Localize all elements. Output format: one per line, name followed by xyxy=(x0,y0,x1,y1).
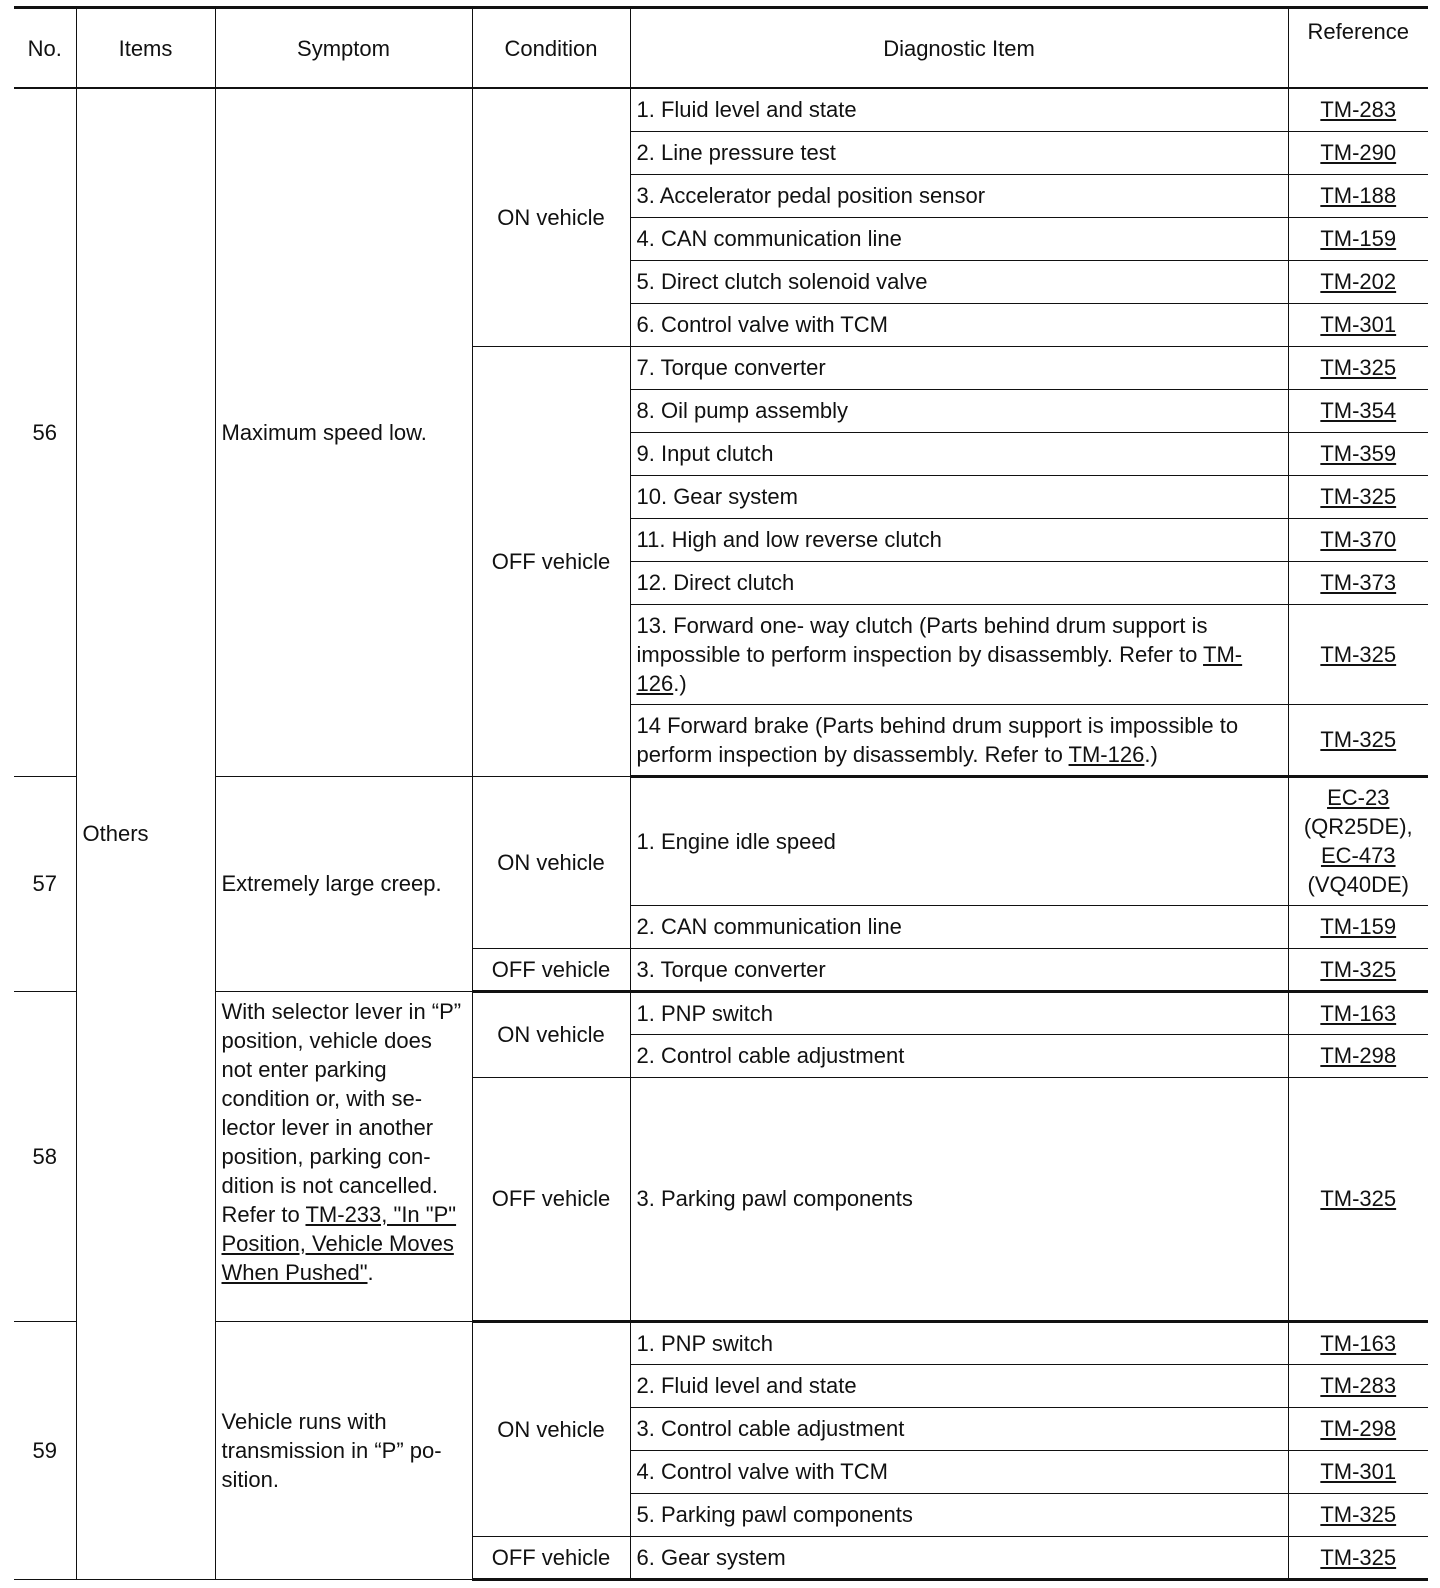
symptom-59: Vehicle runs with transmission in “P” po- sition. xyxy=(215,1321,472,1579)
header-symptom: Symptom xyxy=(215,8,472,89)
inline-reference-link[interactable]: TM-126 xyxy=(1068,741,1145,767)
diagnostic-item: 2. Line pressure test xyxy=(630,131,1288,174)
diagnostic-item-text: 13. Forward one- way clutch (Parts behind drum support is impossible to perform inspection by disassembly. Refer to xyxy=(636,612,1208,667)
reference-link[interactable]: TM-188 xyxy=(1320,183,1397,208)
symptom-reference-link[interactable]: TM-233, "In "P" Position, Vehicle Moves When Pushed" xyxy=(221,1201,457,1285)
reference-link[interactable]: TM-359 xyxy=(1320,441,1397,466)
reference-link[interactable]: TM-202 xyxy=(1320,269,1397,294)
diagnostic-item: 4. Control valve with TCM xyxy=(630,1450,1288,1493)
diagnostic-item xyxy=(630,604,1288,704)
header-no: No. xyxy=(14,8,76,89)
header-diagnostic-item: Diagnostic Item xyxy=(630,8,1288,89)
condition-on-vehicle: ON vehicle xyxy=(472,991,630,1077)
condition-on-vehicle: ON vehicle xyxy=(472,1321,630,1536)
diagnostic-item: 7. Torque converter xyxy=(630,346,1288,389)
table-row xyxy=(14,1321,1428,1364)
reference-link[interactable]: TM-325 xyxy=(1320,484,1397,509)
diagnostic-item: 1. Fluid level and state xyxy=(630,88,1288,131)
diagnostic-item: 9. Input clutch xyxy=(630,432,1288,475)
reference-link[interactable]: TM-325 xyxy=(1320,1186,1397,1211)
reference-link[interactable]: TM-325 xyxy=(1320,1544,1397,1570)
reference-link[interactable]: TM-325 xyxy=(1320,641,1397,667)
symptom-58 xyxy=(215,991,472,1321)
reference-link[interactable]: TM-325 xyxy=(1320,1502,1397,1527)
diagnostic-item: 4. CAN communication line xyxy=(630,217,1288,260)
row-number-59: 59 xyxy=(14,1321,76,1579)
header-items: Items xyxy=(76,8,215,89)
diagnostic-item: 3. Control cable adjustment xyxy=(630,1407,1288,1450)
symptom-56: Maximum speed low. xyxy=(215,88,472,776)
condition-off-vehicle: OFF vehicle xyxy=(472,948,630,991)
diagnostic-item: 1. Engine idle speed xyxy=(630,776,1288,905)
condition-off-vehicle: OFF vehicle xyxy=(472,1536,630,1579)
header-row xyxy=(14,8,1428,89)
diagnostic-item: 12. Direct clutch xyxy=(630,561,1288,604)
reference-link[interactable]: TM-159 xyxy=(1320,226,1397,251)
diagnostic-item-text: 14 Forward brake (Parts behind drum support is impossible to perform inspection by disassembly. Refer to xyxy=(636,712,1239,767)
diagnostic-item: 6. Control valve with TCM xyxy=(630,303,1288,346)
diagnostic-item: 2. CAN communication line xyxy=(630,905,1288,948)
reference-link[interactable]: TM-163 xyxy=(1320,1330,1397,1356)
reference-link[interactable]: TM-298 xyxy=(1320,1043,1397,1068)
reference-link[interactable]: TM-373 xyxy=(1320,570,1397,595)
row-number-57: 57 xyxy=(14,776,76,991)
diagnostic-item: 6. Gear system xyxy=(630,1536,1288,1579)
diagnostic-item: 11. High and low reverse clutch xyxy=(630,518,1288,561)
reference-link[interactable]: TM-159 xyxy=(1320,914,1397,939)
diagnostic-item: 2. Control cable adjustment xyxy=(630,1034,1288,1077)
reference-link[interactable]: TM-301 xyxy=(1320,312,1397,337)
diagnostic-item xyxy=(630,704,1288,776)
diagnostic-item-tail: .) xyxy=(673,670,687,696)
symptom-text: With selector lever in “P” position, vehicle does not enter parking condition or, with se- lector lever in another position, parking con- dition is not cancelled. Refer to xyxy=(221,998,462,1227)
reference-link[interactable]: TM-325 xyxy=(1320,355,1397,380)
reference-link[interactable]: TM-283 xyxy=(1320,1373,1397,1398)
reference-note: (VQ40DE) xyxy=(1307,872,1409,897)
reference-link[interactable]: TM-370 xyxy=(1320,527,1397,552)
reference-link[interactable]: TM-298 xyxy=(1320,1416,1397,1441)
table-row xyxy=(14,776,1428,905)
inline-reference-link[interactable]: TM-126 xyxy=(636,641,1243,696)
diagnostic-item: 1. PNP switch xyxy=(630,991,1288,1034)
diagnostic-item: 10. Gear system xyxy=(630,475,1288,518)
reference-link[interactable]: TM-283 xyxy=(1320,97,1397,123)
header-condition: Condition xyxy=(472,8,630,89)
row-number-58: 58 xyxy=(14,991,76,1321)
diagnostic-item: 8. Oil pump assembly xyxy=(630,389,1288,432)
condition-off-vehicle: OFF vehicle xyxy=(472,1077,630,1321)
reference-link[interactable]: TM-301 xyxy=(1320,1459,1397,1484)
condition-on-vehicle: ON vehicle xyxy=(472,776,630,948)
header-reference: Reference xyxy=(1288,8,1428,89)
reference-link[interactable]: EC-473 xyxy=(1320,843,1396,868)
condition-off-vehicle: OFF vehicle xyxy=(472,346,630,776)
diagnostic-item: 3. Accelerator pedal position sensor xyxy=(630,174,1288,217)
diagnostic-item: 2. Fluid level and state xyxy=(630,1364,1288,1407)
reference-link[interactable]: EC-23 xyxy=(1327,785,1390,810)
condition-on-vehicle: ON vehicle xyxy=(472,88,630,346)
reference-link[interactable]: TM-325 xyxy=(1320,956,1397,982)
diagnostic-item: 5. Parking pawl components xyxy=(630,1493,1288,1536)
reference-link[interactable]: TM-163 xyxy=(1320,1000,1397,1026)
reference-note: (QR25DE), xyxy=(1303,814,1413,839)
diagnostic-item: 3. Parking pawl components xyxy=(630,1077,1288,1321)
reference-link[interactable]: TM-354 xyxy=(1320,398,1397,423)
reference-link[interactable]: TM-325 xyxy=(1320,727,1397,752)
symptom-tail: . xyxy=(367,1259,374,1285)
table-row xyxy=(14,991,1428,1034)
symptom-57: Extremely large creep. xyxy=(215,776,472,991)
diagnostic-table xyxy=(14,6,1428,1581)
diagnostic-item-tail: .) xyxy=(1144,741,1158,767)
diagnostic-item: 3. Torque converter xyxy=(630,948,1288,991)
row-number-56: 56 xyxy=(14,88,76,776)
diagnostic-item: 5. Direct clutch solenoid valve xyxy=(630,260,1288,303)
table-row xyxy=(14,88,1428,131)
items-others: Others xyxy=(76,88,215,1579)
reference-link[interactable]: TM-290 xyxy=(1320,140,1397,165)
diagnostic-item: 1. PNP switch xyxy=(630,1321,1288,1364)
